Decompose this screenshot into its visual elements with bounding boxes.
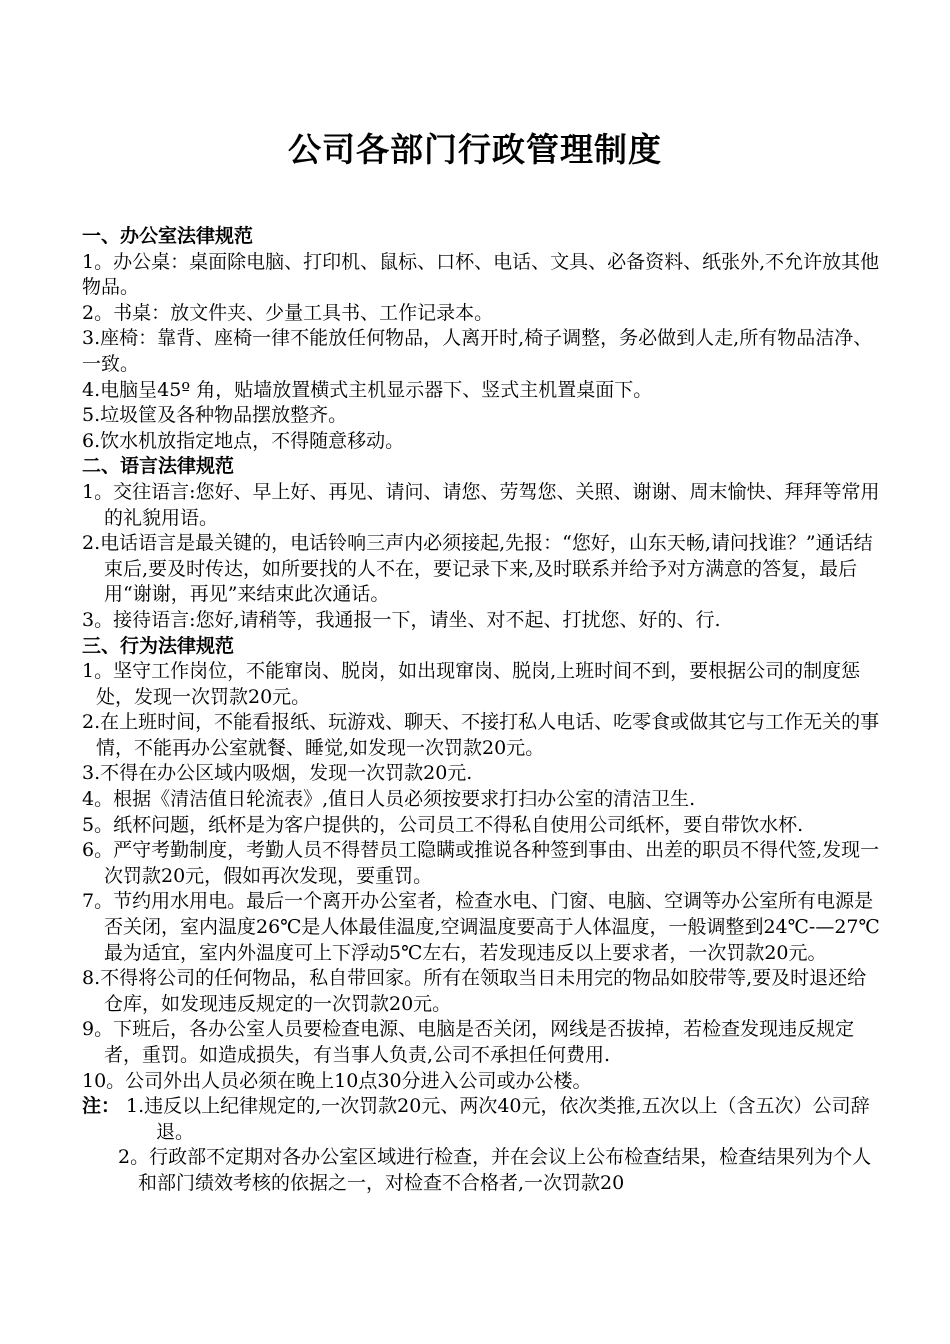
list-item: 7。节约用水用电。最后一个离开办公室者，检查水电、门窗、电脑、空调等办公室所有电源是否关闭，室内温度26℃是人体最佳温度,空调温度要高于人体温度，一般调整到24℃-—27℃最为适宜，室内外温度可上下浮动5℃左右，若发现违反以上要求者，一次罚款20元。 (82, 890, 880, 964)
list-item: 1。坚守工作岗位，不能窜岗、脱岗，如出现窜岗、脱岗,上班时间不到，要根据公司的制度惩处，发现一次罚款20元。 (82, 660, 861, 708)
list-item: 2.电话语言是最关键的，电话铃响三声内必须接起,先报：“您好，山东天畅,请问找谁？”通话结束后,要及时传达，如所要找的人不在，要记录下来,及时联系并给予对方满意的答复，最后用“谢谢，再见”来结束此次通话。 (82, 532, 873, 606)
list-item: 3。接待语言:您好,请稍等，我通报一下，请坐、对不起、打扰您、好的、行. (82, 608, 721, 631)
note-item: 2。行政部不定期对各办公室区域进行检查，并在会议上公布检查结果，检查结果列为个人和部门绩效考核的依据之一，对检查不合格者,一次罚款20 (118, 1146, 872, 1194)
list-item: 2.在上班时间，不能看报纸、玩游戏、聊天、不接打私人电话、吃零食或做其它与工作无关的事情，不能再办公室就餐、睡觉,如发现一次罚款20元。 (82, 711, 880, 759)
list-item: 5.垃圾筐及各种物品摆放整齐。 (82, 404, 348, 427)
notes-block (82, 1094, 882, 1145)
list-item: 6.饮水机放指定地点，不得随意移动。 (82, 429, 405, 452)
notes-label: 注： (82, 1095, 121, 1118)
list-item: 8.不得将公司的任何物品，私自带回家。所有在领取当日未用完的物品如胶带等,要及时退还给仓库，如发现违反规定的一次罚款20元。 (82, 967, 867, 1015)
list-item: 3.座椅：靠背、座椅一律不能放任何物品，人离开时,椅子调整，务必做到人走,所有物品洁净、一致。 (82, 327, 873, 375)
list-item: 10。公司外出人员必须在晚上10点30分进入公司或办公楼。 (82, 1069, 592, 1092)
section-heading: 三、行为法律规范 (82, 634, 235, 657)
list-item: 4.电脑呈45º 角，贴墙放置横式主机显示器下、竖式主机置桌面下。 (82, 378, 653, 401)
notes-body (126, 1094, 882, 1145)
list-item: 1。办公桌：桌面除电脑、打印机、鼠标、口杯、电话、文具、必备资料、纸张外,不允许放其他物品。 (82, 250, 880, 299)
section-heading: 一、办公室法律规范 (82, 225, 254, 247)
list-item: 2。书桌：放文件夹、少量工具书、工作记录本。 (82, 301, 494, 324)
list-item: 9。下班后，各办公室人员要检查电源、电脑是否关闭，网线是否拔掉，若检查发现违反规定者，重罚。如造成损失，有当事人负责,公司不承担任何费用. (82, 1018, 855, 1066)
list-item: 4。根据《清洁值日轮流表》,值日人员必须按要求打扫办公室的清洁卫生. (82, 788, 696, 811)
list-item: 3.不得在办公区域内吸烟，发现一次罚款20元. (82, 762, 473, 785)
list-item: 6。严守考勤制度，考勤人员不得替员工隐瞒或推说各种签到事由、出差的职员不得代签,发现一次罚款20元，假如再次发现，要重罚。 (82, 839, 880, 887)
list-item: 1。交往语言:您好、早上好、再见、请问、请您、劳驾您、关照、谢谢、周末愉快、拜拜等常用的礼貌用语。 (82, 480, 880, 529)
list-item: 5。纸杯问题，纸杯是为客户提供的，公司员工不得私自使用公司纸杯，要自带饮水杯. (82, 813, 804, 836)
document-body (82, 224, 882, 1197)
section-heading: 二、语言法律规范 (82, 455, 235, 478)
note-item: 1.违反以上纪律规定的,一次罚款20元、两次40元，依次类推,五次以上（含五次）公司辞退。 (126, 1095, 870, 1143)
document-title: 公司各部门行政管理制度 (288, 130, 662, 169)
